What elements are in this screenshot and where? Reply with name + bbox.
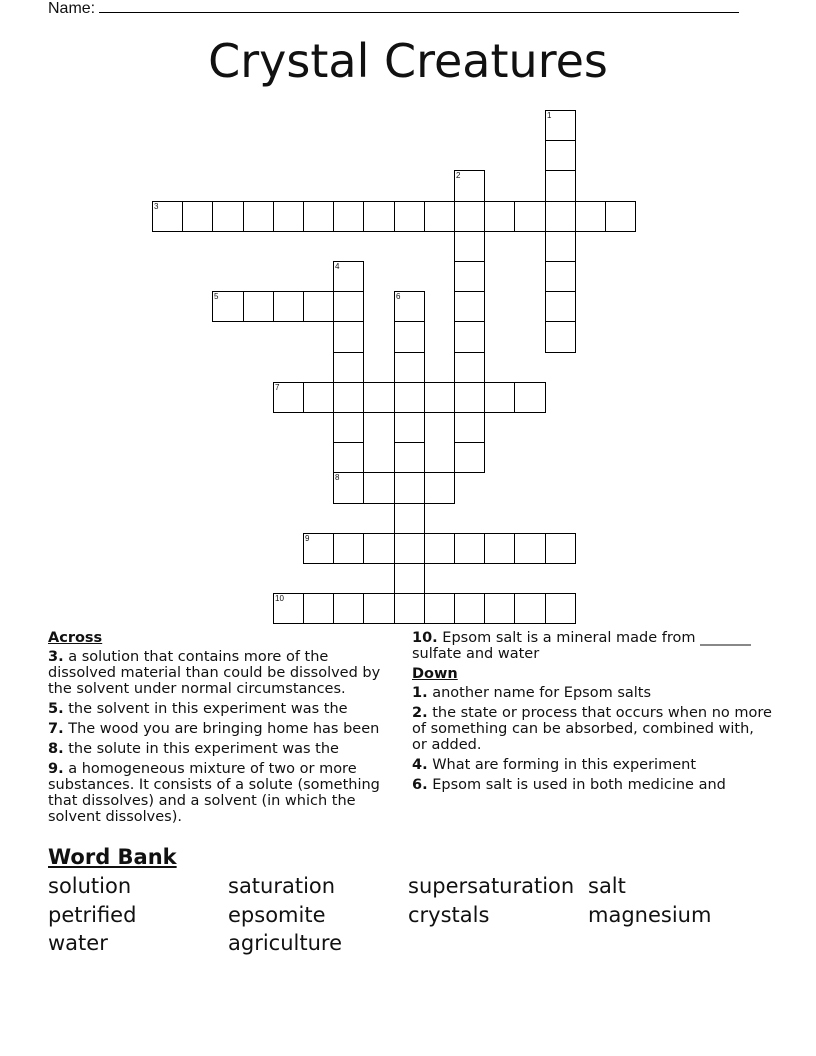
crossword-cell[interactable] [333, 442, 364, 473]
crossword-cell[interactable] [182, 201, 213, 232]
clue-number: 2. [412, 705, 428, 721]
crossword-cell[interactable] [454, 261, 485, 292]
crossword-cell[interactable] [484, 533, 515, 564]
crossword-cell[interactable] [333, 593, 364, 624]
crossword-cell[interactable] [273, 201, 304, 232]
word-bank-item: magnesium [588, 903, 712, 927]
crossword-cell[interactable] [424, 382, 455, 413]
crossword-cell[interactable] [454, 533, 485, 564]
crossword-cell[interactable] [303, 382, 334, 413]
crossword-cell[interactable] [424, 472, 455, 504]
crossword-cell[interactable] [394, 593, 425, 624]
crossword-cell[interactable] [484, 201, 515, 232]
crossword-cell[interactable] [243, 201, 274, 232]
clue-number-label: 9 [305, 534, 310, 543]
crossword-cell[interactable] [303, 291, 334, 322]
crossword-cell[interactable] [394, 321, 425, 353]
crossword-cell[interactable] [394, 563, 425, 594]
across-heading: Across [48, 630, 103, 646]
puzzle-title: Crystal Creatures [208, 34, 608, 88]
crossword-cell[interactable] [514, 593, 546, 624]
crossword-cell[interactable] [333, 352, 364, 383]
clue-number: 3. [48, 649, 64, 665]
crossword-cell[interactable] [454, 593, 485, 624]
name-label: Name: [48, 0, 96, 17]
crossword-cell[interactable] [363, 201, 395, 232]
clue-across-3 [48, 649, 393, 697]
crossword-cell[interactable] [545, 231, 576, 262]
crossword-cell[interactable] [243, 291, 274, 322]
clue-text: another name for Epsom salts [432, 685, 652, 701]
crossword-cell[interactable] [575, 201, 606, 232]
crossword-cell[interactable] [333, 321, 364, 353]
crossword-cell[interactable] [514, 533, 546, 564]
crossword-cell[interactable] [394, 412, 425, 443]
crossword-cell[interactable] [454, 442, 485, 473]
clue-number-label: 10 [275, 594, 284, 603]
word-bank-title: Word Bank [48, 845, 177, 869]
word-bank-item: salt [588, 874, 626, 898]
word-bank-item: epsomite [228, 903, 326, 927]
down-heading: Down [412, 666, 458, 682]
clue-number-label: 6 [396, 292, 401, 301]
clue-text: Epsom salt is used in both medicine and [432, 777, 726, 793]
crossword-cell[interactable] [454, 170, 485, 202]
clue-text: the state or process that occurs when no more of something can be absorbed, combined with, or added. [412, 705, 772, 753]
crossword-cell[interactable] [333, 412, 364, 443]
word-bank-item: saturation [228, 874, 336, 898]
crossword-cell[interactable] [545, 140, 576, 171]
crossword-cell[interactable] [545, 201, 576, 232]
clue-down-4 [412, 757, 772, 773]
crossword-cell[interactable] [424, 201, 455, 232]
clue-number-label: 8 [335, 473, 340, 482]
crossword-cell[interactable] [303, 201, 334, 232]
clue-text: the solvent in this experiment was the [68, 701, 348, 717]
clue-text: the solute in this experiment was the [68, 741, 339, 757]
clue-number-label: 4 [335, 262, 340, 271]
name-field[interactable] [48, 0, 739, 18]
crossword-cell[interactable] [363, 533, 395, 564]
crossword-cell[interactable] [212, 201, 244, 232]
clue-number: 9. [48, 761, 64, 777]
word-bank-item: supersaturation [408, 874, 575, 898]
crossword-cell[interactable] [545, 321, 576, 353]
crossword-cell[interactable] [394, 352, 425, 383]
crossword-cell[interactable] [454, 231, 485, 262]
crossword-cell[interactable] [514, 201, 546, 232]
crossword-cell[interactable] [545, 110, 576, 141]
crossword-cell[interactable] [484, 382, 515, 413]
clue-text: Epsom salt is a mineral made from _______ sulfate and water [412, 630, 751, 662]
clue-down-2 [412, 705, 772, 753]
word-bank-item: solution [48, 874, 132, 898]
crossword-cell[interactable] [545, 170, 576, 202]
clue-number-label: 5 [214, 292, 219, 301]
crossword-cell[interactable] [454, 321, 485, 353]
crossword-cell[interactable] [394, 503, 425, 534]
clue-number: 5. [48, 701, 64, 717]
clue-text: a homogeneous mixture of two or more substances. It consists of a solute (something that dissolves) and a solvent (in which the solvent dissolves). [48, 761, 380, 825]
clue-across-5 [48, 701, 393, 717]
crossword-cell[interactable] [514, 382, 546, 413]
clue-number-label: 7 [275, 383, 280, 392]
clue-number: 6. [412, 777, 428, 793]
crossword-cell[interactable] [484, 593, 515, 624]
crossword-cell[interactable] [303, 533, 334, 564]
crossword-cell[interactable] [424, 593, 455, 624]
clue-text: The wood you are bringing home has been [68, 721, 380, 737]
word-bank-item: water [48, 931, 108, 955]
crossword-cell[interactable] [333, 382, 364, 413]
crossword-cell[interactable] [212, 291, 244, 322]
clue-number: 4. [412, 757, 428, 773]
crossword-cell[interactable] [333, 201, 364, 232]
clue-number-label: 2 [456, 171, 461, 180]
crossword-cell[interactable] [152, 201, 183, 232]
crossword-cell[interactable] [454, 201, 485, 232]
crossword-cell[interactable] [273, 291, 304, 322]
clue-number-label: 3 [154, 202, 159, 211]
clue-down-1 [412, 685, 772, 701]
crossword-cell[interactable] [545, 533, 576, 564]
clue-across-10 [412, 630, 772, 662]
crossword-cell[interactable] [333, 261, 364, 292]
crossword-cell[interactable] [545, 291, 576, 322]
clue-number-label: 1 [547, 111, 552, 120]
crossword-cell[interactable] [454, 352, 485, 383]
crossword-cell[interactable] [303, 593, 334, 624]
clue-number: 7. [48, 721, 64, 737]
crossword-cell[interactable] [424, 533, 455, 564]
word-bank-item: petrified [48, 903, 137, 927]
crossword-cell[interactable] [545, 261, 576, 292]
clue-number: 8. [48, 741, 64, 757]
clue-across-7 [48, 721, 393, 737]
clue-number: 1. [412, 685, 428, 701]
word-bank-item: agriculture [228, 931, 342, 955]
clue-across-8 [48, 741, 393, 757]
crossword-cell[interactable] [394, 291, 425, 322]
name-underline[interactable] [99, 0, 739, 13]
crossword-cell[interactable] [363, 472, 395, 504]
crossword-cell[interactable] [394, 533, 425, 564]
crossword-cell[interactable] [333, 533, 364, 564]
clue-down-6 [412, 777, 772, 793]
crossword-cell[interactable] [605, 201, 636, 232]
crossword-cell[interactable] [394, 442, 425, 473]
crossword-cell[interactable] [333, 291, 364, 322]
crossword-cell[interactable] [394, 382, 425, 413]
crossword-cell[interactable] [363, 593, 395, 624]
across-clues [48, 630, 393, 829]
crossword-cell[interactable] [333, 472, 364, 504]
right-clues-column [412, 630, 772, 797]
crossword-cell[interactable] [394, 201, 425, 232]
crossword-cell[interactable] [394, 472, 425, 504]
clue-number: 10. [412, 630, 438, 646]
crossword-cell[interactable] [273, 382, 304, 413]
clue-text: What are forming in this experiment [432, 757, 697, 773]
crossword-cell[interactable] [454, 412, 485, 443]
clue-across-9 [48, 761, 393, 825]
crossword-cell[interactable] [454, 291, 485, 322]
clue-text: a solution that contains more of the dissolved material than could be dissolved by the solvent under normal circumstances. [48, 649, 381, 697]
crossword-cell[interactable] [545, 593, 576, 624]
crossword-cell[interactable] [363, 382, 395, 413]
crossword-cell[interactable] [273, 593, 304, 624]
crossword-cell[interactable] [454, 382, 485, 413]
word-bank-item: crystals [408, 903, 490, 927]
